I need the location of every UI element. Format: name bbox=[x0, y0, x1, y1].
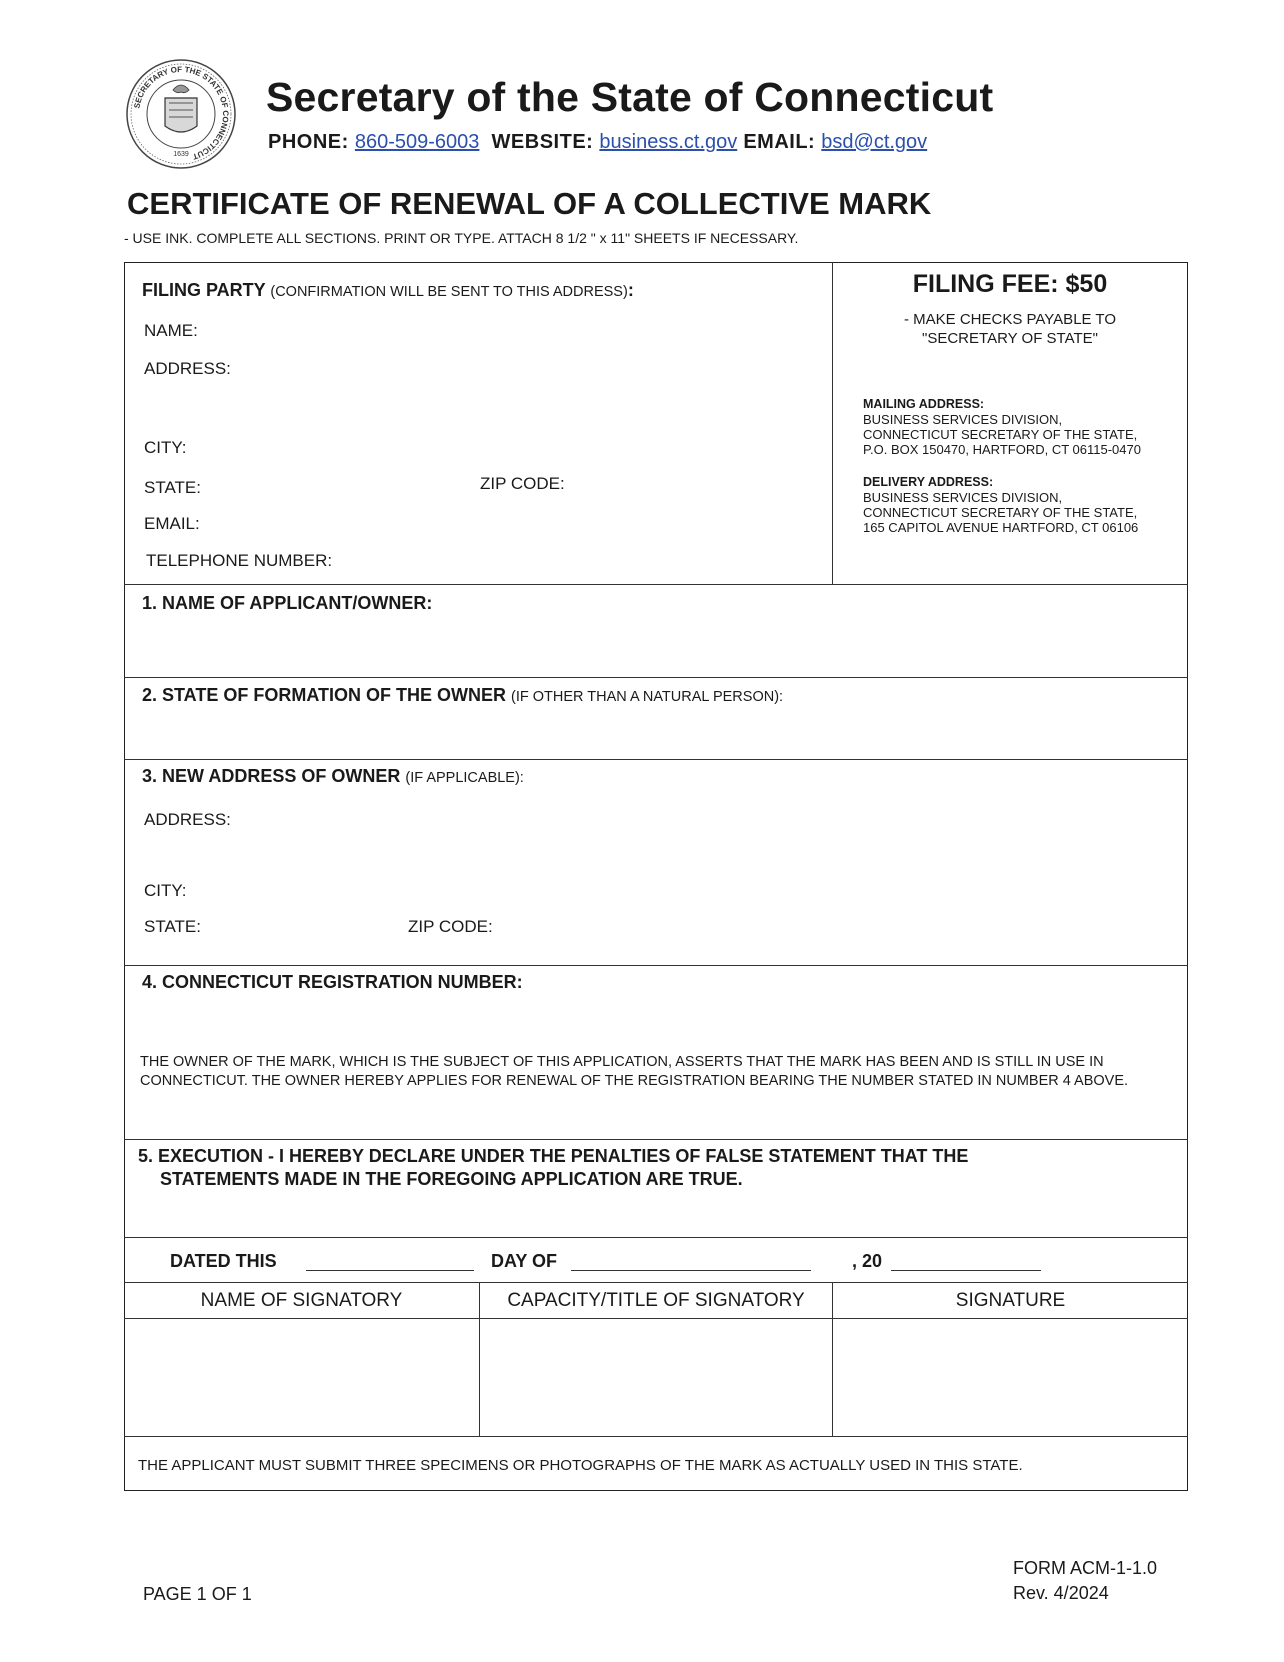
col-capacity-title: CAPACITY/TITLE OF SIGNATORY bbox=[507, 1290, 805, 1311]
contact-line bbox=[268, 131, 927, 154]
state-of-formation-field[interactable] bbox=[140, 712, 1170, 752]
rule-1 bbox=[124, 584, 1188, 585]
section4-statement: THE OWNER OF THE MARK, WHICH IS THE SUBJECT OF THIS APPLICATION, ASSERTS THAT THE MARK HAS BEEN AND IS STILL IN USE IN CONNECTICUT. THE OWNER HEREBY APPLIES FOR RENEWAL OF THE REGISTRATION BEARING THE NUMBER STATED IN NUMBER 4 ABOVE. bbox=[140, 1054, 1129, 1089]
payable-line-1: - MAKE CHECKS PAYABLE TO bbox=[903, 311, 1116, 328]
col-signature: SIGNATURE bbox=[955, 1290, 1066, 1311]
mailing-label: MAILING ADDRESS: bbox=[863, 397, 985, 411]
rule-9 bbox=[124, 1436, 1188, 1437]
filing-name-field[interactable]: NAME: bbox=[144, 321, 198, 340]
filing-email-field[interactable]: EMAIL: bbox=[144, 514, 200, 533]
form-instructions: - USE INK. COMPLETE ALL SECTIONS. PRINT OR TYPE. ATTACH 8 1/2 " x 11" SHEETS IF NECESSARY. bbox=[124, 230, 799, 246]
year-prefix-label: , 20 bbox=[852, 1251, 883, 1271]
page-number: PAGE 1 OF 1 bbox=[143, 1584, 252, 1604]
phone-link[interactable]: 860-509-6003 bbox=[354, 131, 480, 153]
delivery-line-3: 165 CAPITOL AVENUE HARTFORD, CT 06106 bbox=[863, 520, 1139, 535]
filing-city-field[interactable]: CITY: bbox=[144, 438, 187, 457]
dated-month-input[interactable] bbox=[571, 1252, 811, 1271]
form-revision: Rev. 4/2024 bbox=[1013, 1583, 1109, 1603]
signatory-capacity-input[interactable] bbox=[481, 1320, 831, 1434]
section3-heading: 3. NEW ADDRESS OF OWNER (IF APPLICABLE): bbox=[142, 766, 524, 786]
seal-year: 1639 bbox=[173, 151, 189, 158]
payable-line-2: "SECRETARY OF STATE" bbox=[922, 330, 1098, 347]
rule-4 bbox=[124, 965, 1188, 966]
specimen-note: THE APPLICANT MUST SUBMIT THREE SPECIMENS OR PHOTOGRAPHS OF THE MARK AS ACTUALLY USED IN THIS STATE. bbox=[138, 1457, 1023, 1474]
mailing-line-3: P.O. BOX 150470, HARTFORD, CT 06115-0470 bbox=[863, 442, 1141, 457]
owner-address-field[interactable]: ADDRESS: bbox=[144, 810, 231, 829]
dated-this-label: DATED THIS bbox=[170, 1251, 277, 1271]
filing-telephone-field[interactable]: TELEPHONE NUMBER: bbox=[146, 551, 333, 570]
form-title: CERTIFICATE OF RENEWAL OF A COLLECTIVE MARK bbox=[127, 186, 932, 221]
signatory-name-input[interactable] bbox=[126, 1320, 478, 1434]
phone-label: PHONE: bbox=[268, 131, 349, 153]
mailing-line-2: CONNECTICUT SECRETARY OF THE STATE, bbox=[863, 427, 1138, 442]
col-name-of-signatory: NAME OF SIGNATORY bbox=[200, 1290, 403, 1311]
filing-address-field[interactable]: ADDRESS: bbox=[144, 359, 231, 378]
rule-7 bbox=[124, 1282, 1188, 1283]
owner-zip-field[interactable]: ZIP CODE: bbox=[408, 917, 493, 936]
rule-8 bbox=[124, 1318, 1188, 1319]
mailing-line-1: BUSINESS SERVICES DIVISION, bbox=[863, 412, 1063, 427]
rule-5 bbox=[124, 1139, 1188, 1140]
registration-number-field[interactable] bbox=[140, 1000, 1170, 1048]
delivery-address bbox=[863, 475, 1138, 535]
delivery-label: DELIVERY ADDRESS: bbox=[863, 475, 994, 489]
filing-party-heading: FILING PARTY (CONFIRMATION WILL BE SENT TO THIS ADDRESS): bbox=[142, 280, 634, 300]
section1-heading: 1. NAME OF APPLICANT/OWNER: bbox=[142, 593, 433, 613]
mailing-address bbox=[863, 397, 1141, 457]
section2-heading: 2. STATE OF FORMATION OF THE OWNER (IF OTHER THAN A NATURAL PERSON): bbox=[142, 685, 784, 705]
section4-heading: 4. CONNECTICUT REGISTRATION NUMBER: bbox=[142, 972, 523, 992]
rule-2 bbox=[124, 677, 1188, 678]
section5-line-1: 5. EXECUTION - I HEREBY DECLARE UNDER THE PENALTIES OF FALSE STATEMENT THAT THE bbox=[138, 1146, 969, 1166]
filing-zip-field[interactable]: ZIP CODE: bbox=[480, 474, 565, 493]
email-link[interactable]: bsd@ct.gov bbox=[821, 131, 928, 153]
dated-year-input[interactable] bbox=[891, 1252, 1041, 1271]
owner-state-field[interactable]: STATE: bbox=[144, 917, 201, 936]
applicant-name-field[interactable] bbox=[140, 622, 1170, 672]
filing-state-field[interactable]: STATE: bbox=[144, 478, 201, 497]
delivery-line-2: CONNECTICUT SECRETARY OF THE STATE, bbox=[863, 505, 1138, 520]
website-label: WEBSITE: bbox=[491, 131, 594, 153]
fee-panel bbox=[833, 270, 1187, 347]
state-seal-icon bbox=[125, 58, 237, 170]
day-of-label: DAY OF bbox=[491, 1251, 558, 1271]
filing-fee-title: FILING FEE: $50 bbox=[912, 270, 1108, 298]
signature-input[interactable] bbox=[834, 1320, 1186, 1434]
seal-text: SECRETARY OF THE STATE OF CONNECTICUT bbox=[132, 64, 231, 162]
section5-line-2: STATEMENTS MADE IN THE FOREGOING APPLICATION ARE TRUE. bbox=[160, 1169, 743, 1189]
email-label: EMAIL: bbox=[743, 131, 816, 153]
rule-3 bbox=[124, 759, 1188, 760]
owner-city-field[interactable]: CITY: bbox=[144, 881, 187, 900]
rule-6 bbox=[124, 1237, 1188, 1238]
delivery-line-1: BUSINESS SERVICES DIVISION, bbox=[863, 490, 1063, 505]
form-id: FORM ACM-1-1.0 bbox=[1013, 1558, 1158, 1578]
website-link[interactable]: business.ct.gov bbox=[599, 131, 738, 153]
agency-title: Secretary of the State of Connecticut bbox=[266, 74, 994, 120]
dated-day-input[interactable] bbox=[306, 1252, 474, 1271]
